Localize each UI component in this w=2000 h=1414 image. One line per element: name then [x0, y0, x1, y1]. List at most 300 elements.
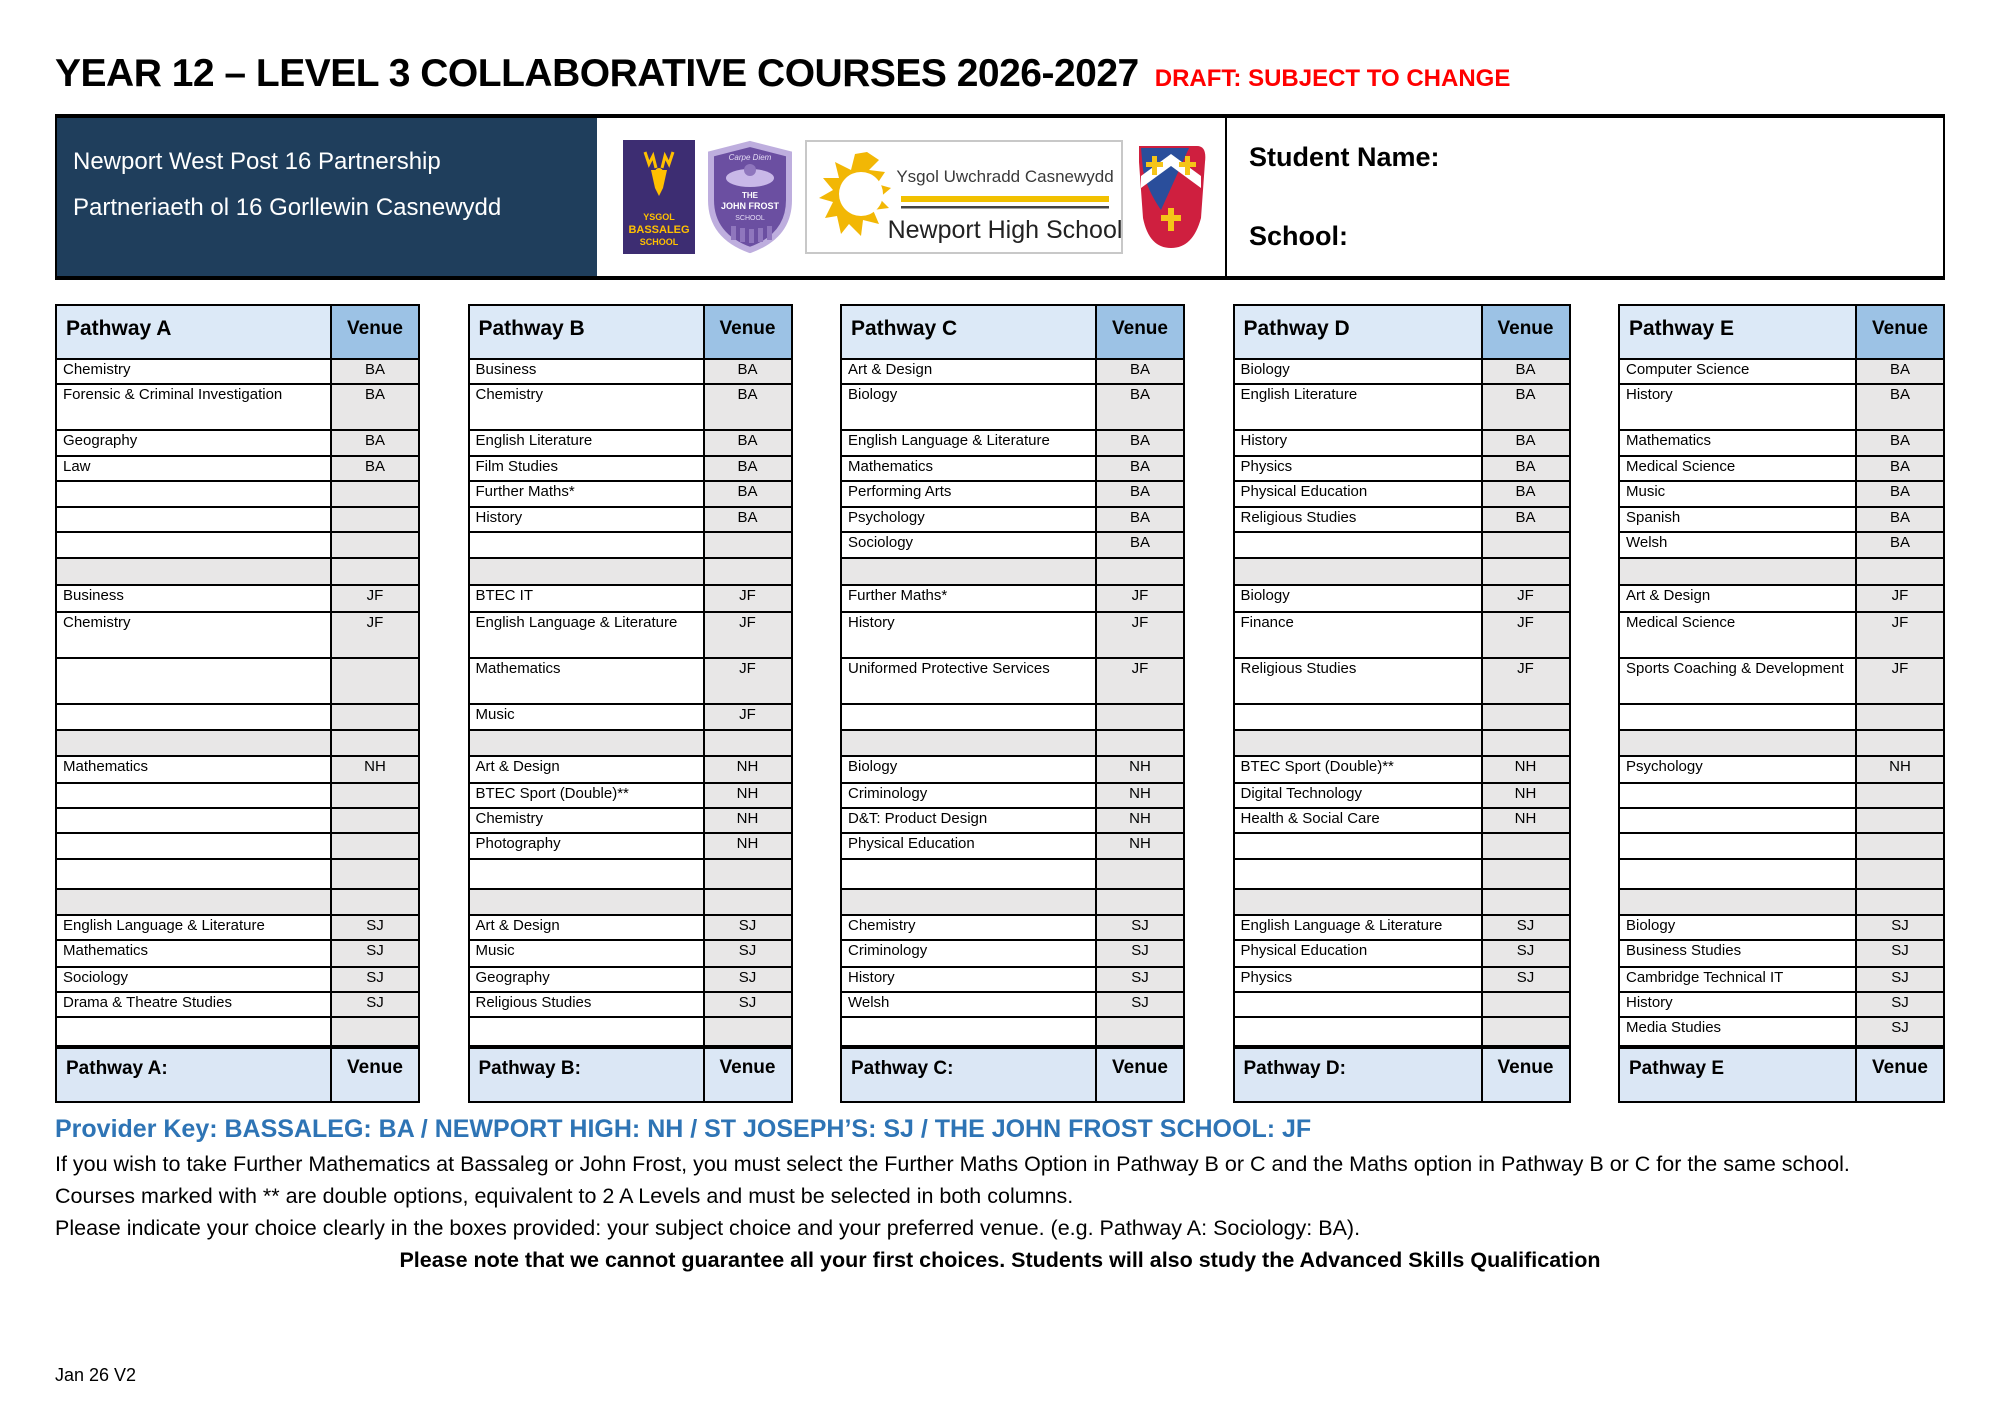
venue-cell: BA [703, 431, 791, 455]
course-cell: D&T: Product Design [848, 810, 988, 827]
venue-cell [1855, 834, 1943, 858]
course-cell [57, 1018, 330, 1045]
venue-cell [330, 834, 418, 858]
venue-cell: BA [1481, 482, 1569, 506]
table-row [1620, 584, 1943, 611]
table-row [57, 755, 418, 782]
venue-cell [1095, 1018, 1183, 1045]
table-row [842, 807, 1183, 832]
pathway-tables [55, 304, 1945, 1103]
table-row [842, 914, 1183, 939]
course-cell: Spanish [1626, 509, 1681, 526]
venue-cell [330, 1018, 418, 1045]
svg-text:THE: THE [742, 191, 758, 200]
course-cell: Mathematics [63, 758, 149, 775]
school-label: School: [1249, 221, 1348, 251]
course-cell [57, 659, 330, 703]
venue-cell: BA [1855, 482, 1943, 506]
pathway-choice-box-a[interactable]: Pathway A: [57, 1049, 330, 1101]
course-cell: Geography [63, 432, 138, 449]
venue-cell: NH [1095, 809, 1183, 832]
partnership-name-cy: Partneriaeth ol 16 Gorllewin Casnewydd [73, 194, 502, 221]
table-header-row [57, 306, 418, 358]
separator-venue-cell [1481, 890, 1569, 914]
course-cell: Biology [1240, 361, 1290, 378]
venue-cell: BA [703, 360, 791, 383]
venue-cell: JF [330, 586, 418, 611]
course-cell: Sports Coaching & Development [1626, 660, 1844, 677]
separator-row [470, 729, 791, 755]
course-cell [1620, 809, 1855, 832]
venue-cell: SJ [703, 968, 791, 991]
course-cell [1620, 860, 1855, 888]
table-row [842, 939, 1183, 966]
venue-cell: BA [1481, 385, 1569, 429]
venue-cell: BA [703, 457, 791, 480]
course-cell: Sociology [848, 534, 914, 551]
note-further-maths: If you wish to take Further Mathematics at Bassaleg or John Frost, you must select the Further Maths Option in Pathway B or C and the Maths option in Pathway B or C for the same school. [55, 1152, 1850, 1176]
course-cell [57, 508, 330, 531]
course-cell [1620, 834, 1855, 858]
pathway-choice-box-d[interactable]: Pathway D: [1235, 1049, 1481, 1101]
separator-row [470, 888, 791, 914]
table-row [1235, 939, 1569, 966]
john-frost-school-logo-icon [703, 140, 797, 254]
course-cell: BTEC IT [475, 587, 534, 604]
table-row [1620, 991, 1943, 1016]
venue-cell: JF [1855, 659, 1943, 703]
course-cell [842, 860, 1095, 888]
separator-cell [1235, 890, 1481, 914]
table-row [1620, 429, 1943, 455]
venue-choice-box-a[interactable]: Venue [330, 1049, 418, 1101]
course-cell [1235, 705, 1481, 729]
table-row [1235, 1016, 1569, 1045]
venue-cell [330, 809, 418, 832]
venue-cell: NH [330, 757, 418, 782]
table-header-row [842, 306, 1183, 358]
table-row [57, 1016, 418, 1045]
venue-cell: SJ [1481, 916, 1569, 939]
separator-row [1235, 557, 1569, 584]
venue-cell: JF [1095, 586, 1183, 611]
table-row [57, 506, 418, 531]
separator-cell [1620, 890, 1855, 914]
venue-cell [1481, 533, 1569, 557]
course-cell: Mathematics [848, 458, 934, 475]
venue-cell [330, 860, 418, 888]
pathway-choice-box-b[interactable]: Pathway B: [470, 1049, 703, 1101]
course-cell: Geography [475, 969, 550, 986]
table-row [1620, 1016, 1943, 1045]
choice-row [842, 1045, 1183, 1101]
separator-row [842, 729, 1183, 755]
table-row [842, 966, 1183, 991]
separator-venue-cell [1095, 731, 1183, 755]
table-row [57, 531, 418, 557]
table-row [842, 429, 1183, 455]
venue-cell [330, 659, 418, 703]
venue-cell [330, 784, 418, 807]
separator-row [57, 557, 418, 584]
table-row [1235, 807, 1569, 832]
course-cell: Music [1626, 483, 1666, 500]
separator-venue-cell [1481, 559, 1569, 584]
venue-cell: BA [1095, 508, 1183, 531]
course-cell: English Language & Literature [1240, 917, 1443, 934]
course-cell: Computer Science [1626, 361, 1750, 378]
venue-cell: BA [1095, 360, 1183, 383]
course-cell: Music [475, 706, 515, 723]
bassaleg-school-logo-icon [623, 140, 695, 254]
table-row [57, 858, 418, 888]
table-row [470, 584, 791, 611]
course-cell: English Literature [475, 432, 593, 449]
pathway-choice-box-e[interactable]: Pathway E [1620, 1049, 1855, 1101]
separator-cell [1235, 731, 1481, 755]
venue-cell: BA [1855, 533, 1943, 557]
venue-cell: BA [1855, 385, 1943, 429]
course-cell: English Language & Literature [848, 432, 1050, 449]
title-bar [55, 52, 1950, 96]
svg-text:Carpe Diem: Carpe Diem [728, 153, 772, 162]
table-row [1620, 480, 1943, 506]
table-row [470, 358, 791, 383]
table-row [842, 383, 1183, 429]
student-name-field[interactable] [1444, 136, 1864, 166]
pathway-table-e [1618, 304, 1945, 1103]
school-field[interactable] [1352, 215, 1772, 245]
table-row [842, 531, 1183, 557]
table-row [842, 782, 1183, 807]
venue-cell: SJ [330, 968, 418, 991]
table-row [470, 858, 791, 888]
course-cell: Chemistry [63, 614, 131, 631]
course-cell: History [475, 509, 523, 526]
venue-choice-box-c[interactable]: Venue [1095, 1049, 1183, 1101]
venue-cell: BA [1095, 457, 1183, 480]
separator-row [1620, 557, 1943, 584]
separator-cell [1235, 559, 1481, 584]
course-cell: Religious Studies [1240, 660, 1357, 677]
separator-row [1620, 729, 1943, 755]
course-cell: History [848, 614, 895, 631]
course-cell [1235, 993, 1481, 1016]
table-row [1620, 703, 1943, 729]
partnership-name-en: Newport West Post 16 Partnership [73, 148, 441, 175]
table-row [1620, 657, 1943, 703]
venue-cell: BA [703, 385, 791, 429]
course-cell: Performing Arts [848, 483, 952, 500]
course-cell: Biology [1240, 587, 1290, 604]
table-row [57, 358, 418, 383]
table-row [57, 584, 418, 611]
table-row [57, 383, 418, 429]
course-cell: Religious Studies [475, 994, 592, 1011]
table-header-row [470, 306, 791, 358]
table-row [1620, 531, 1943, 557]
choice-row [57, 1045, 418, 1101]
course-cell: Media Studies [1626, 1019, 1722, 1036]
table-row [1235, 611, 1569, 657]
table-row [1235, 383, 1569, 429]
venue-cell: SJ [1481, 941, 1569, 966]
course-cell: Art & Design [475, 758, 560, 775]
table-row [1235, 584, 1569, 611]
course-cell: Welsh [848, 994, 890, 1011]
table-row [1620, 782, 1943, 807]
course-cell [57, 784, 330, 807]
table-row [57, 429, 418, 455]
course-cell: BTEC Sport (Double)** [475, 785, 629, 802]
course-cell: Chemistry [475, 386, 544, 403]
table-row [1235, 429, 1569, 455]
table-row [57, 703, 418, 729]
venue-cell: BA [1481, 431, 1569, 455]
course-cell: Psychology [848, 509, 925, 526]
course-cell: Mathematics [1626, 432, 1712, 449]
pathway-choice-box-c[interactable]: Pathway C: [842, 1049, 1095, 1101]
separator-cell [842, 731, 1095, 755]
course-cell [842, 705, 1095, 729]
venue-cell [1481, 860, 1569, 888]
table-row [57, 991, 418, 1016]
table-row [57, 782, 418, 807]
course-cell: Physical Education [848, 835, 975, 852]
venue-choice-box-d[interactable]: Venue [1481, 1049, 1569, 1101]
venue-cell: NH [1855, 757, 1943, 782]
table-row [470, 832, 791, 858]
course-cell [470, 533, 703, 557]
venue-cell [1095, 860, 1183, 888]
venue-cell: JF [1855, 586, 1943, 611]
separator-row [842, 557, 1183, 584]
table-row [1620, 755, 1943, 782]
pathway-title: Pathway D [1235, 306, 1481, 358]
course-cell: Physics [1240, 458, 1293, 475]
table-row [470, 383, 791, 429]
venue-cell: BA [330, 385, 418, 429]
course-cell [57, 482, 330, 506]
separator-venue-cell [703, 731, 791, 755]
course-cell: History [1626, 994, 1673, 1011]
venue-cell: SJ [703, 941, 791, 966]
note-indicate-choice: Please indicate your choice clearly in the boxes provided: your subject choice and your preferred venue. (e.g. Pathway A: Sociology: BA). [55, 1216, 1361, 1240]
svg-text:Newport High School: Newport High School [887, 216, 1123, 244]
choice-row [1235, 1045, 1569, 1101]
course-cell: Further Maths* [475, 483, 575, 500]
course-cell: Film Studies [475, 458, 559, 475]
course-cell: Physical Education [1240, 483, 1368, 500]
choice-row [470, 1045, 791, 1101]
table-row [842, 991, 1183, 1016]
course-cell: Uniformed Protective Services [848, 660, 1050, 677]
course-cell: Sociology [63, 969, 129, 986]
table-row [57, 455, 418, 480]
table-row [842, 657, 1183, 703]
course-cell: Mathematics [63, 942, 149, 959]
venue-cell: SJ [703, 916, 791, 939]
venue-cell: SJ [1095, 968, 1183, 991]
table-row [1235, 991, 1569, 1016]
version-stamp: Jan 26 V2 [55, 1365, 137, 1385]
table-row [470, 914, 791, 939]
venue-cell: SJ [1855, 941, 1943, 966]
course-cell: Mathematics [475, 660, 561, 677]
newport-high-school-logo-icon [805, 140, 1123, 254]
course-cell: Chemistry [63, 361, 131, 378]
table-row [1235, 755, 1569, 782]
separator-venue-cell [1855, 731, 1943, 755]
table-row [842, 858, 1183, 888]
table-row [470, 966, 791, 991]
venue-cell: BA [1855, 360, 1943, 383]
course-cell: Art & Design [475, 917, 560, 934]
table-row [1620, 807, 1943, 832]
pathway-title: Pathway C [842, 306, 1095, 358]
venue-cell: NH [1481, 809, 1569, 832]
separator-venue-cell [330, 890, 418, 914]
course-cell: Physics [1240, 969, 1293, 986]
venue-cell [330, 705, 418, 729]
course-cell: Digital Technology [1240, 785, 1362, 802]
venue-header: Venue [703, 306, 791, 358]
separator-row [1620, 888, 1943, 914]
table-row [1620, 383, 1943, 429]
course-cell: Music [475, 942, 515, 959]
separator-row [57, 729, 418, 755]
table-row [1235, 858, 1569, 888]
course-cell [1235, 1018, 1481, 1045]
venue-cell: BA [330, 360, 418, 383]
separator-venue-cell [330, 731, 418, 755]
table-row [1235, 358, 1569, 383]
table-row [1620, 455, 1943, 480]
separator-cell [57, 731, 330, 755]
table-row [470, 531, 791, 557]
venue-cell: NH [1095, 757, 1183, 782]
separator-cell [57, 890, 330, 914]
table-row [1235, 832, 1569, 858]
table-row [57, 966, 418, 991]
venue-cell: BA [1095, 482, 1183, 506]
table-row [842, 755, 1183, 782]
separator-cell [57, 559, 330, 584]
table-row [470, 991, 791, 1016]
venue-cell: BA [1095, 431, 1183, 455]
venue-cell: NH [703, 834, 791, 858]
venue-cell: SJ [1855, 968, 1943, 991]
school-logos [597, 118, 1225, 276]
course-cell: Biology [848, 386, 898, 403]
table-row [1235, 455, 1569, 480]
table-row [1235, 531, 1569, 557]
venue-cell: JF [1855, 613, 1943, 657]
pathway-table-c [840, 304, 1185, 1103]
venue-cell: SJ [703, 993, 791, 1016]
venue-cell: BA [330, 431, 418, 455]
partnership-name-box [57, 118, 597, 276]
venue-cell: JF [1481, 586, 1569, 611]
table-row [57, 914, 418, 939]
separator-row [1235, 888, 1569, 914]
course-cell: Business [475, 361, 537, 378]
course-cell: Criminology [848, 942, 928, 959]
course-cell: Psychology [1626, 758, 1703, 775]
svg-text:Ysgol Uwchradd Casnewydd: Ysgol Uwchradd Casnewydd [896, 167, 1114, 186]
table-row [470, 480, 791, 506]
venue-cell [330, 533, 418, 557]
venue-header: Venue [1481, 306, 1569, 358]
venue-cell: JF [703, 659, 791, 703]
venue-cell [330, 482, 418, 506]
course-cell [57, 834, 330, 858]
table-row [1620, 358, 1943, 383]
separator-cell [842, 890, 1095, 914]
note-double-options: Courses marked with ** are double options, equivalent to 2 A Levels and must be selected in both columns. [55, 1184, 1074, 1208]
page-title: YEAR 12 – LEVEL 3 COLLABORATIVE COURSES 2026-2027 [55, 52, 1139, 95]
separator-cell [470, 890, 703, 914]
venue-cell: BA [1481, 508, 1569, 531]
venue-cell: BA [1095, 385, 1183, 429]
venue-cell [1095, 705, 1183, 729]
venue-cell: SJ [1855, 916, 1943, 939]
venue-cell [1855, 784, 1943, 807]
separator-cell [470, 559, 703, 584]
table-row [1620, 939, 1943, 966]
venue-cell: SJ [1855, 1018, 1943, 1045]
course-cell: Forensic & Criminal Investigation [63, 386, 283, 403]
course-cell: Law [63, 458, 91, 475]
separator-venue-cell [1095, 559, 1183, 584]
table-row [57, 939, 418, 966]
venue-cell: BA [1855, 457, 1943, 480]
svg-text:YSGOL: YSGOL [643, 212, 675, 222]
table-row [1620, 832, 1943, 858]
venue-header: Venue [1855, 306, 1943, 358]
course-cell: Finance [1240, 614, 1294, 631]
venue-cell [1481, 993, 1569, 1016]
venue-cell: BA [1855, 508, 1943, 531]
venue-cell: SJ [1095, 941, 1183, 966]
course-cell [57, 809, 330, 832]
table-header-row [1620, 306, 1943, 358]
venue-cell: JF [1481, 613, 1569, 657]
table-row [842, 358, 1183, 383]
course-cell: Chemistry [475, 810, 544, 827]
separator-row [842, 888, 1183, 914]
venue-cell [1481, 834, 1569, 858]
svg-text:SCHOOL: SCHOOL [735, 215, 765, 222]
venue-cell: BA [1481, 360, 1569, 383]
table-row [1620, 966, 1943, 991]
venue-cell: NH [703, 809, 791, 832]
table-row [470, 429, 791, 455]
pathway-title: Pathway E [1620, 306, 1855, 358]
venue-cell: BA [1855, 431, 1943, 455]
separator-cell [1620, 731, 1855, 755]
venue-cell: SJ [1095, 993, 1183, 1016]
provider-key: Provider Key: BASSALEG: BA / NEWPORT HIGH: NH / ST JOSEPH’S: SJ / THE JOHN FROST SCHOOL: JF [55, 1115, 1312, 1143]
table-row [1620, 914, 1943, 939]
venue-cell [703, 533, 791, 557]
course-cell: Biology [848, 758, 898, 775]
venue-cell: SJ [330, 916, 418, 939]
venue-choice-box-e[interactable]: Venue [1855, 1049, 1943, 1101]
venue-choice-box-b[interactable]: Venue [703, 1049, 791, 1101]
venue-cell [1481, 1018, 1569, 1045]
venue-cell: JF [703, 586, 791, 611]
